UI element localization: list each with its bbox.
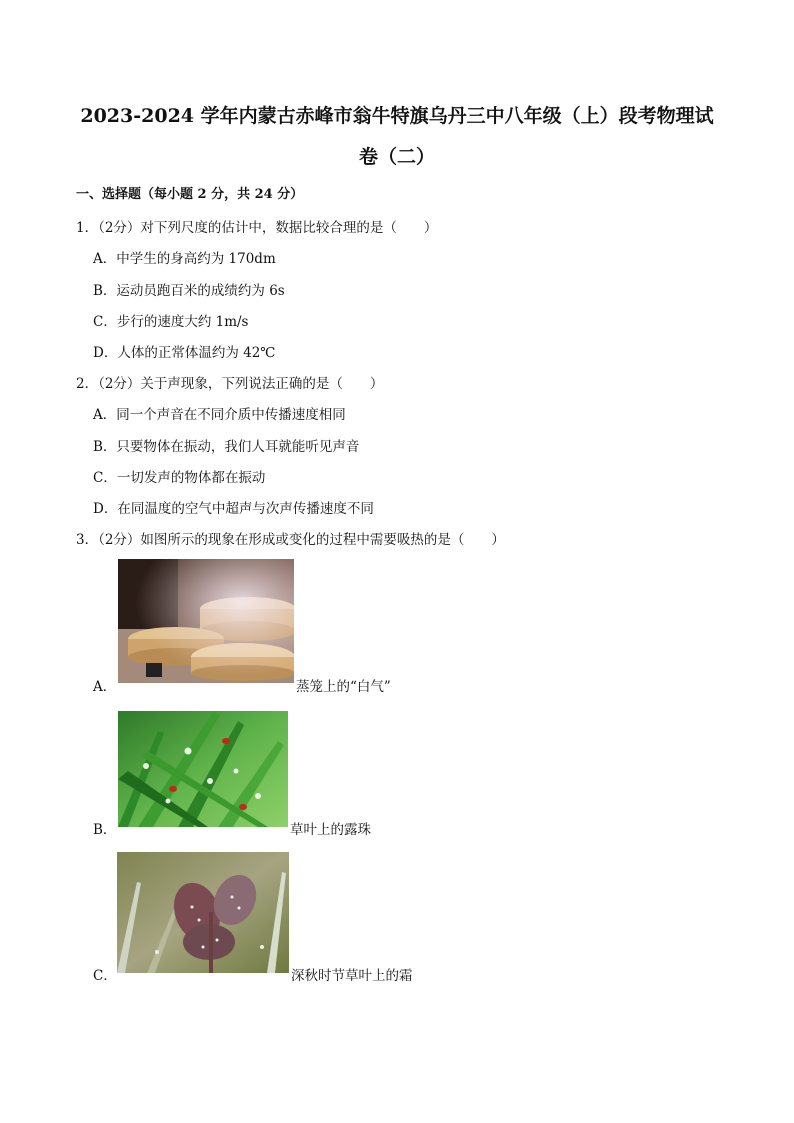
question-2-stem: 2．（2分）关于声现象，下列说法正确的是（ ） bbox=[76, 376, 384, 392]
question-3-option-c-label: C． bbox=[93, 968, 117, 984]
question-2-option-b: B．只要物体在振动，我们人耳就能听见声音 bbox=[93, 439, 360, 455]
question-2-option-a: A．同一个声音在不同介质中传播速度相同 bbox=[93, 407, 346, 423]
dew-grass-photo bbox=[118, 711, 288, 827]
question-1-option-d: D．人体的正常体温约为 42℃ bbox=[93, 345, 276, 361]
question-3-option-a-caption: 蒸笼上的“白气” bbox=[296, 679, 391, 695]
question-3-option-b-label: B． bbox=[93, 822, 117, 838]
question-3-option-c-caption: 深秋时节草叶上的霜 bbox=[291, 968, 413, 984]
question-2-option-c: C．一切发声的物体都在振动 bbox=[93, 470, 266, 486]
question-3-option-b-caption: 草叶上的露珠 bbox=[290, 822, 371, 838]
section-heading: 一、选择题（每小题 2 分，共 24 分） bbox=[76, 187, 304, 202]
question-3-stem: 3．（2分）如图所示的现象在形成或变化的过程中需要吸热的是（ ） bbox=[76, 532, 505, 548]
steamer-photo bbox=[118, 559, 294, 683]
question-3-option-a-label: A． bbox=[93, 679, 117, 695]
question-1-option-b: B．运动员跑百米的成绩约为 6s bbox=[93, 283, 285, 299]
question-2-option-d: D．在同温度的空气中超声与次声传播速度不同 bbox=[93, 501, 374, 517]
question-1-option-c: C．步行的速度大约 1m/s bbox=[93, 314, 249, 330]
question-1-stem: 1．（2分）对下列尺度的估计中，数据比较合理的是（ ） bbox=[76, 220, 438, 236]
frost-grass-photo bbox=[117, 852, 289, 973]
exam-title-line-2: 卷（二） bbox=[358, 146, 435, 168]
exam-title-line-1: 2023-2024 学年内蒙古赤峰市翁牛特旗乌丹三中八年级（上）段考物理试 bbox=[80, 105, 714, 127]
question-1-option-a: A．中学生的身高约为 170dm bbox=[93, 251, 276, 267]
